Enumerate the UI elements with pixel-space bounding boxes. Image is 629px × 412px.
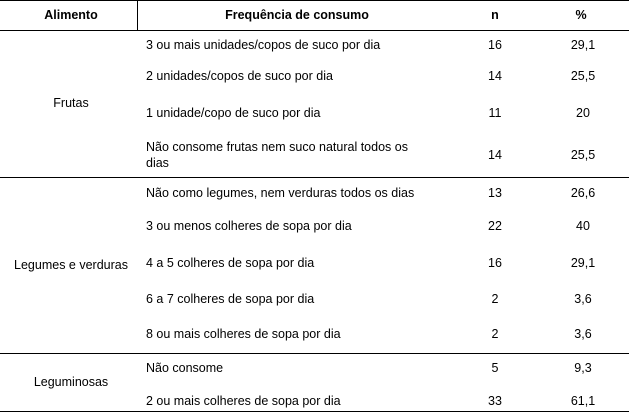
row-pct: 61,1 (570, 394, 596, 408)
row-pct: 25,5 (570, 148, 596, 162)
top-rule (0, 0, 629, 1)
row-n: 11 (488, 106, 502, 120)
group-rule-1 (0, 177, 629, 178)
row-frequency: 1 unidade/copo de suco por dia (146, 106, 321, 120)
row-n: 2 (491, 292, 499, 306)
row-pct: 29,1 (570, 38, 596, 52)
header-alimento: Alimento (44, 8, 98, 22)
row-frequency: 4 a 5 colheres de sopa por dia (146, 256, 315, 270)
header-rule (0, 30, 629, 31)
row-n: 13 (488, 186, 502, 200)
row-pct: 25,5 (570, 69, 596, 83)
header-n: n (491, 8, 499, 22)
row-n: 33 (488, 394, 502, 408)
row-pct: 40 (576, 219, 590, 233)
row-frequency: 6 a 7 colheres de sopa por dia (146, 292, 315, 306)
row-n: 14 (488, 69, 502, 83)
row-pct: 20 (576, 106, 590, 120)
row-n: 5 (491, 361, 499, 375)
row-pct: 3,6 (574, 292, 592, 306)
row-n: 14 (488, 148, 502, 162)
col-separator-top (137, 0, 138, 30)
header-frequencia: Frequência de consumo (225, 8, 369, 22)
row-n: 16 (488, 38, 502, 52)
group-label-frutas: Frutas (53, 96, 89, 110)
row-pct: 9,3 (574, 361, 592, 375)
row-frequency: Não como legumes, nem verduras todos os dias (146, 186, 415, 200)
group-label-legumes: Legumes e verduras (14, 258, 128, 272)
row-frequency: 2 unidades/copos de suco por dia (146, 69, 333, 83)
row-frequency: 8 ou mais colheres de sopa por dia (146, 327, 341, 341)
row-pct: 29,1 (570, 256, 596, 270)
header-pct: % (575, 8, 587, 22)
row-frequency-line1: Não consome frutas nem suco natural todos os (146, 140, 408, 154)
row-frequency: 2 ou mais colheres de sopa por dia (146, 394, 341, 408)
row-frequency-line2: dias (146, 156, 169, 170)
row-pct: 3,6 (574, 327, 592, 341)
row-n: 16 (488, 256, 502, 270)
row-frequency: 3 ou menos colheres de sopa por dia (146, 219, 352, 233)
group-rule-2 (0, 353, 629, 354)
row-n: 22 (488, 219, 502, 233)
row-pct: 26,6 (570, 186, 596, 200)
row-frequency: 3 ou mais unidades/copos de suco por dia (146, 38, 381, 52)
row-frequency: Não consome (146, 361, 224, 375)
group-label-leguminosas: Leguminosas (33, 375, 109, 389)
row-n: 2 (491, 327, 499, 341)
